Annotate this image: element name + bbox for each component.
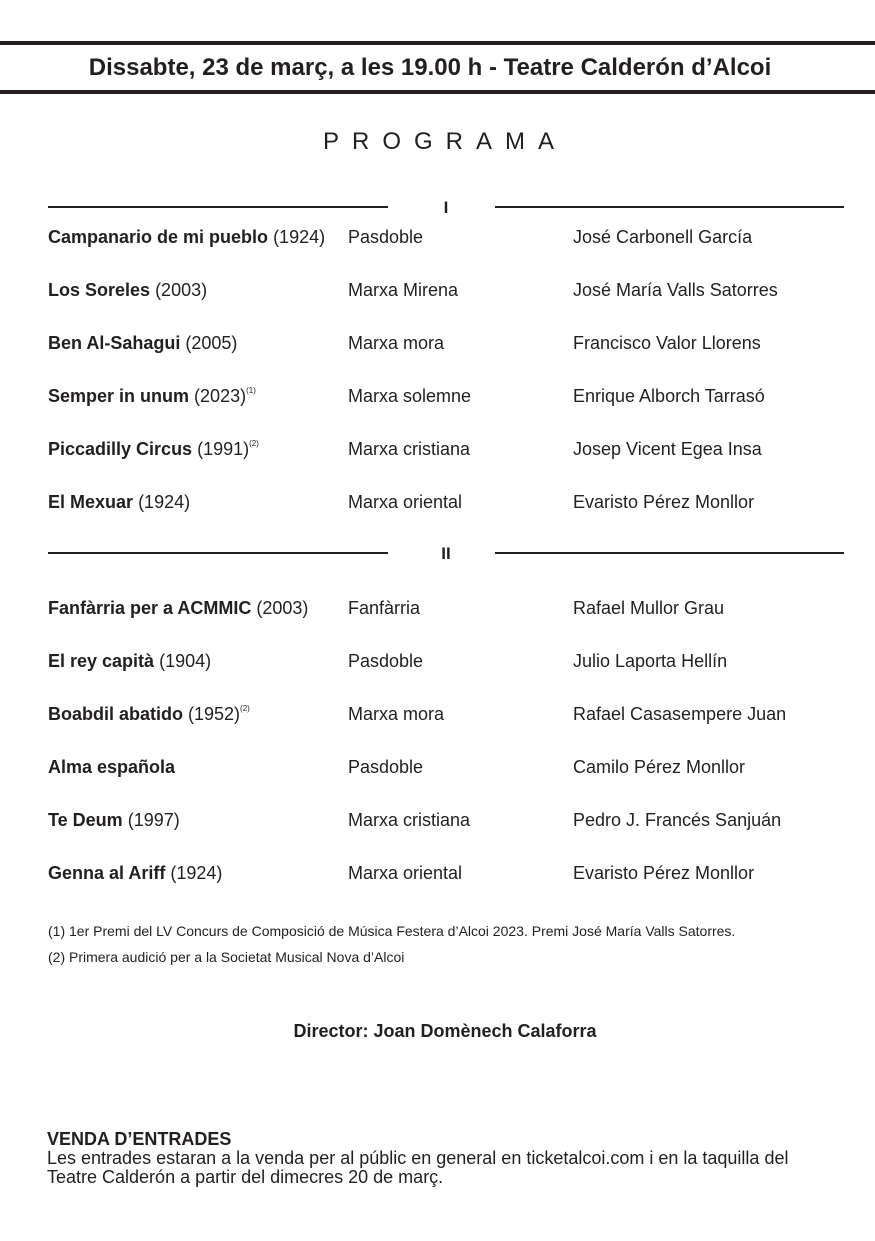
work-row xyxy=(48,597,848,650)
work-row xyxy=(48,332,848,385)
work-row xyxy=(48,385,848,438)
section-rule-left xyxy=(48,206,388,208)
director-credit: Director: Joan Domènech Calaforra xyxy=(293,1021,597,1041)
work-genre: Pasdoble xyxy=(348,757,424,777)
work-title-cell xyxy=(48,491,190,513)
work-year: (1997) xyxy=(127,810,180,830)
work-genre: Marxa oriental xyxy=(348,492,463,512)
footnote-1: (1) 1er Premi del LV Concurs de Composició de Música Festera d’Alcoi 2023. Premi José María Valls Satorres. xyxy=(48,923,736,939)
work-year: (2003) xyxy=(155,280,208,300)
event-date-venue: Dissabte, 23 de març, a les 19.00 h - Teatre Calderón d’Alcoi xyxy=(88,54,772,81)
work-title: Alma española xyxy=(48,757,176,777)
work-title-cell xyxy=(48,279,207,301)
work-composer: Evaristo Pérez Monllor xyxy=(573,863,755,883)
programa-heading: PROGRAMA xyxy=(322,128,567,155)
work-composer: Josep Vicent Egea Insa xyxy=(573,439,762,459)
section-number: I xyxy=(443,198,449,217)
footnotes xyxy=(48,918,848,970)
section-rule-right xyxy=(495,206,844,208)
work-row xyxy=(48,226,848,279)
work-title-cell xyxy=(48,862,222,884)
ticket-sales-info xyxy=(47,1130,837,1187)
work-genre: Marxa cristiana xyxy=(348,439,471,459)
work-genre: Marxa oriental xyxy=(348,863,463,883)
work-title: Fanfàrria per a ACMMIC xyxy=(48,598,252,618)
header-bottom-rule xyxy=(0,90,875,94)
footnote-marker: (2) xyxy=(249,439,259,448)
work-title-cell xyxy=(48,703,250,725)
work-year: (1991) xyxy=(197,439,250,459)
work-title: Boabdil abatido xyxy=(48,704,183,724)
work-title: El Mexuar xyxy=(48,492,134,512)
work-title-cell xyxy=(48,226,325,248)
work-composer: José Carbonell García xyxy=(573,227,753,247)
footnote-2: (2) Primera audició per a la Societat Musical Nova d’Alcoi xyxy=(48,949,405,965)
work-title: Campanario de mi pueblo xyxy=(48,227,269,247)
work-composer: Rafael Mullor Grau xyxy=(573,598,725,618)
work-title-cell xyxy=(48,756,175,778)
work-genre: Fanfàrria xyxy=(348,598,421,618)
work-genre: Marxa cristiana xyxy=(348,810,471,830)
work-composer: Enrique Alborch Tarrasó xyxy=(573,386,765,406)
work-genre: Pasdoble xyxy=(348,227,424,247)
work-year: (1924) xyxy=(170,863,223,883)
work-composer: Julio Laporta Hellín xyxy=(573,651,728,671)
work-title: Semper in unum xyxy=(48,386,190,406)
work-year: (1952) xyxy=(188,704,241,724)
work-year: (1904) xyxy=(159,651,212,671)
work-title: Ben Al-Sahagui xyxy=(48,333,181,353)
work-genre: Marxa mora xyxy=(348,333,445,353)
ticket-sales-title: VENDA D’ENTRADES xyxy=(47,1129,232,1149)
work-row xyxy=(48,809,848,862)
footnote-marker: (2) xyxy=(240,704,250,713)
header-top-rule xyxy=(0,41,875,45)
work-title-cell xyxy=(48,332,237,354)
work-year: (2005) xyxy=(185,333,238,353)
work-composer: José María Valls Satorres xyxy=(573,280,778,300)
work-title-cell xyxy=(48,438,259,460)
footnote-marker: (1) xyxy=(246,386,256,395)
work-title-cell xyxy=(48,597,308,619)
work-row xyxy=(48,279,848,332)
work-row xyxy=(48,862,848,915)
work-composer: Pedro J. Francés Sanjuán xyxy=(573,810,782,830)
work-genre: Marxa Mirena xyxy=(348,280,459,300)
work-year: (2023) xyxy=(194,386,247,406)
work-title: Piccadilly Circus xyxy=(48,439,193,459)
work-composer: Evaristo Pérez Monllor xyxy=(573,492,755,512)
work-composer: Francisco Valor Llorens xyxy=(573,333,761,353)
work-title-cell xyxy=(48,809,180,831)
work-title: El rey capità xyxy=(48,651,155,671)
work-year: (1924) xyxy=(273,227,326,247)
work-title: Genna al Ariff xyxy=(48,863,166,883)
work-title: Te Deum xyxy=(48,810,123,830)
section-rule-right xyxy=(495,552,844,554)
work-row xyxy=(48,491,848,544)
work-composer: Camilo Pérez Monllor xyxy=(573,757,746,777)
work-title: Los Soreles xyxy=(48,280,151,300)
work-composer: Rafael Casasempere Juan xyxy=(573,704,787,724)
work-year: (2003) xyxy=(256,598,309,618)
work-title-cell xyxy=(48,650,211,672)
work-genre: Marxa mora xyxy=(348,704,445,724)
ticket-sales-text: Les entrades estaran a la venda per al públic en general en ticketalcoi.com i en la taquilla del Teatre Calderón a partir del dimecres 20 de març. xyxy=(47,1148,789,1187)
work-genre: Pasdoble xyxy=(348,651,424,671)
section-rule-left xyxy=(48,552,388,554)
work-row xyxy=(48,650,848,703)
works-list-part-2 xyxy=(48,597,848,915)
work-row xyxy=(48,756,848,809)
work-genre: Marxa solemne xyxy=(348,386,472,406)
section-number: II xyxy=(441,544,451,563)
work-row xyxy=(48,438,848,491)
work-year: (1924) xyxy=(138,492,191,512)
works-list-part-1 xyxy=(48,226,848,544)
work-title-cell xyxy=(48,385,256,407)
work-row xyxy=(48,703,848,756)
